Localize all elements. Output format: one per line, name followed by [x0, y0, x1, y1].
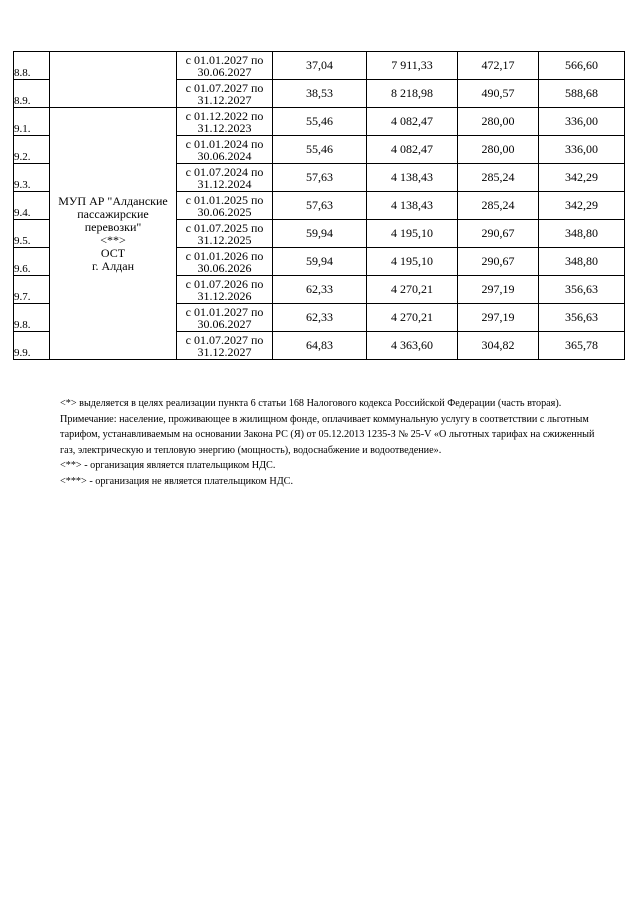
value-cell-v2: 4 082,47 — [367, 108, 458, 136]
value-cell-v3: 285,24 — [458, 164, 539, 192]
value-cell-v1: 64,83 — [273, 332, 367, 360]
row-number: 9.6. — [14, 248, 50, 276]
period-to: 30.06.2027 — [197, 64, 252, 79]
period-to: 31.12.2027 — [197, 344, 252, 359]
period-from: с 01.01.2026 по — [185, 248, 264, 263]
value-cell-v4: 342,29 — [539, 164, 625, 192]
value-cell-v4: 356,63 — [539, 304, 625, 332]
value-cell-v2: 4 138,43 — [367, 164, 458, 192]
period-from: с 01.07.2024 по — [185, 164, 264, 179]
value-cell-v1: 55,46 — [273, 136, 367, 164]
row-number: 9.4. — [14, 192, 50, 220]
period-cell — [177, 276, 273, 304]
value-cell-v1: 62,33 — [273, 276, 367, 304]
period-from: с 01.12.2022 по — [185, 108, 264, 123]
value-cell-v2: 4 138,43 — [367, 192, 458, 220]
value-cell-v4: 336,00 — [539, 108, 625, 136]
organization-cell — [50, 52, 177, 108]
tariff-table — [13, 51, 625, 360]
period-to: 31.12.2025 — [197, 232, 252, 247]
row-number: 8.9. — [14, 80, 50, 108]
value-cell-v2: 4 195,10 — [367, 248, 458, 276]
period-cell — [177, 164, 273, 192]
value-cell-v3: 304,82 — [458, 332, 539, 360]
period-to: 31.12.2024 — [197, 176, 252, 191]
value-cell-v2: 8 218,98 — [367, 80, 458, 108]
period-from: с 01.07.2027 по — [185, 80, 264, 95]
value-cell-v3: 490,57 — [458, 80, 539, 108]
footnote-vat-payer: <**> - организация является плательщиком НДС. — [60, 460, 276, 471]
period-to: 30.06.2027 — [197, 316, 252, 331]
value-cell-v1: 55,46 — [273, 108, 367, 136]
row-number: 9.1. — [14, 108, 50, 136]
row-number: 9.5. — [14, 220, 50, 248]
period-cell — [177, 52, 273, 80]
period-cell — [177, 108, 273, 136]
period-to: 30.06.2026 — [197, 260, 252, 275]
row-number: 9.8. — [14, 304, 50, 332]
period-from: с 01.07.2027 по — [185, 332, 264, 347]
value-cell-v3: 297,19 — [458, 276, 539, 304]
row-number: 9.3. — [14, 164, 50, 192]
organization-line: пассажирские — [77, 206, 149, 221]
value-cell-v3: 285,24 — [458, 192, 539, 220]
value-cell-v3: 290,67 — [458, 220, 539, 248]
footnotes — [60, 396, 605, 489]
period-to: 31.12.2026 — [197, 288, 252, 303]
value-cell-v2: 4 082,47 — [367, 136, 458, 164]
value-cell-v1: 38,53 — [273, 80, 367, 108]
period-to: 30.06.2025 — [197, 204, 252, 219]
value-cell-v1: 59,94 — [273, 248, 367, 276]
organization-line: ОСТ — [100, 245, 126, 260]
period-cell — [177, 332, 273, 360]
period-cell — [177, 136, 273, 164]
value-cell-v1: 59,94 — [273, 220, 367, 248]
value-cell-v4: 336,00 — [539, 136, 625, 164]
value-cell-v4: 356,63 — [539, 276, 625, 304]
value-cell-v3: 290,67 — [458, 248, 539, 276]
organization-line: г. Алдан — [91, 258, 135, 273]
row-number: 9.7. — [14, 276, 50, 304]
value-cell-v4: 348,80 — [539, 248, 625, 276]
organization-cell — [50, 108, 177, 360]
table-row — [14, 108, 625, 136]
period-to: 31.12.2027 — [197, 92, 252, 107]
period-cell — [177, 192, 273, 220]
value-cell-v2: 7 911,33 — [367, 52, 458, 80]
value-cell-v3: 280,00 — [458, 108, 539, 136]
period-to: 31.12.2023 — [197, 120, 252, 135]
value-cell-v3: 472,17 — [458, 52, 539, 80]
period-from: с 01.01.2025 по — [185, 192, 264, 207]
period-cell — [177, 80, 273, 108]
value-cell-v1: 57,63 — [273, 164, 367, 192]
row-number: 9.9. — [14, 332, 50, 360]
period-from: с 01.07.2025 по — [185, 220, 264, 235]
period-from: с 01.01.2024 по — [185, 136, 264, 151]
period-cell — [177, 248, 273, 276]
value-cell-v4: 566,60 — [539, 52, 625, 80]
value-cell-v2: 4 363,60 — [367, 332, 458, 360]
value-cell-v4: 348,80 — [539, 220, 625, 248]
value-cell-v2: 4 270,21 — [367, 276, 458, 304]
organization-line: перевозки" — [84, 219, 142, 234]
value-cell-v4: 365,78 — [539, 332, 625, 360]
value-cell-v3: 297,19 — [458, 304, 539, 332]
value-cell-v1: 37,04 — [273, 52, 367, 80]
value-cell-v1: 57,63 — [273, 192, 367, 220]
footnote-remark: Примечание: население, проживающее в жилищном фонде, оплачивает коммунальную услугу в соответствии с льготным тарифом, устанавливаемым на основании Закона РС (Я) от 05.12.2013 1235-З № 25-V «О льготных тарифах на сжиженный газ, электрическую и тепловую энергию (мощность), водоснабжение и водоотведение». — [60, 413, 595, 456]
table-row — [14, 52, 625, 80]
period-from: с 01.01.2027 по — [185, 304, 264, 319]
value-cell-v1: 62,33 — [273, 304, 367, 332]
organization-line: МУП АР "Алданские — [58, 193, 168, 208]
period-cell — [177, 220, 273, 248]
period-from: с 01.07.2026 по — [185, 276, 264, 291]
value-cell-v3: 280,00 — [458, 136, 539, 164]
value-cell-v2: 4 270,21 — [367, 304, 458, 332]
value-cell-v4: 588,68 — [539, 80, 625, 108]
organization-line: <**> — [100, 232, 126, 247]
value-cell-v4: 342,29 — [539, 192, 625, 220]
period-from: с 01.01.2027 по — [185, 52, 264, 67]
period-cell — [177, 304, 273, 332]
footnote-vat-star: <*> выделяется в целях реализации пункта 6 статьи 168 Налогового кодекса Российской Федерации (часть вторая). — [60, 398, 562, 409]
footnote-not-vat-payer: <***> - организация не является плательщиком НДС. — [60, 475, 294, 487]
period-to: 30.06.2024 — [197, 148, 252, 163]
row-number: 9.2. — [14, 136, 50, 164]
value-cell-v2: 4 195,10 — [367, 220, 458, 248]
row-number: 8.8. — [14, 52, 50, 80]
